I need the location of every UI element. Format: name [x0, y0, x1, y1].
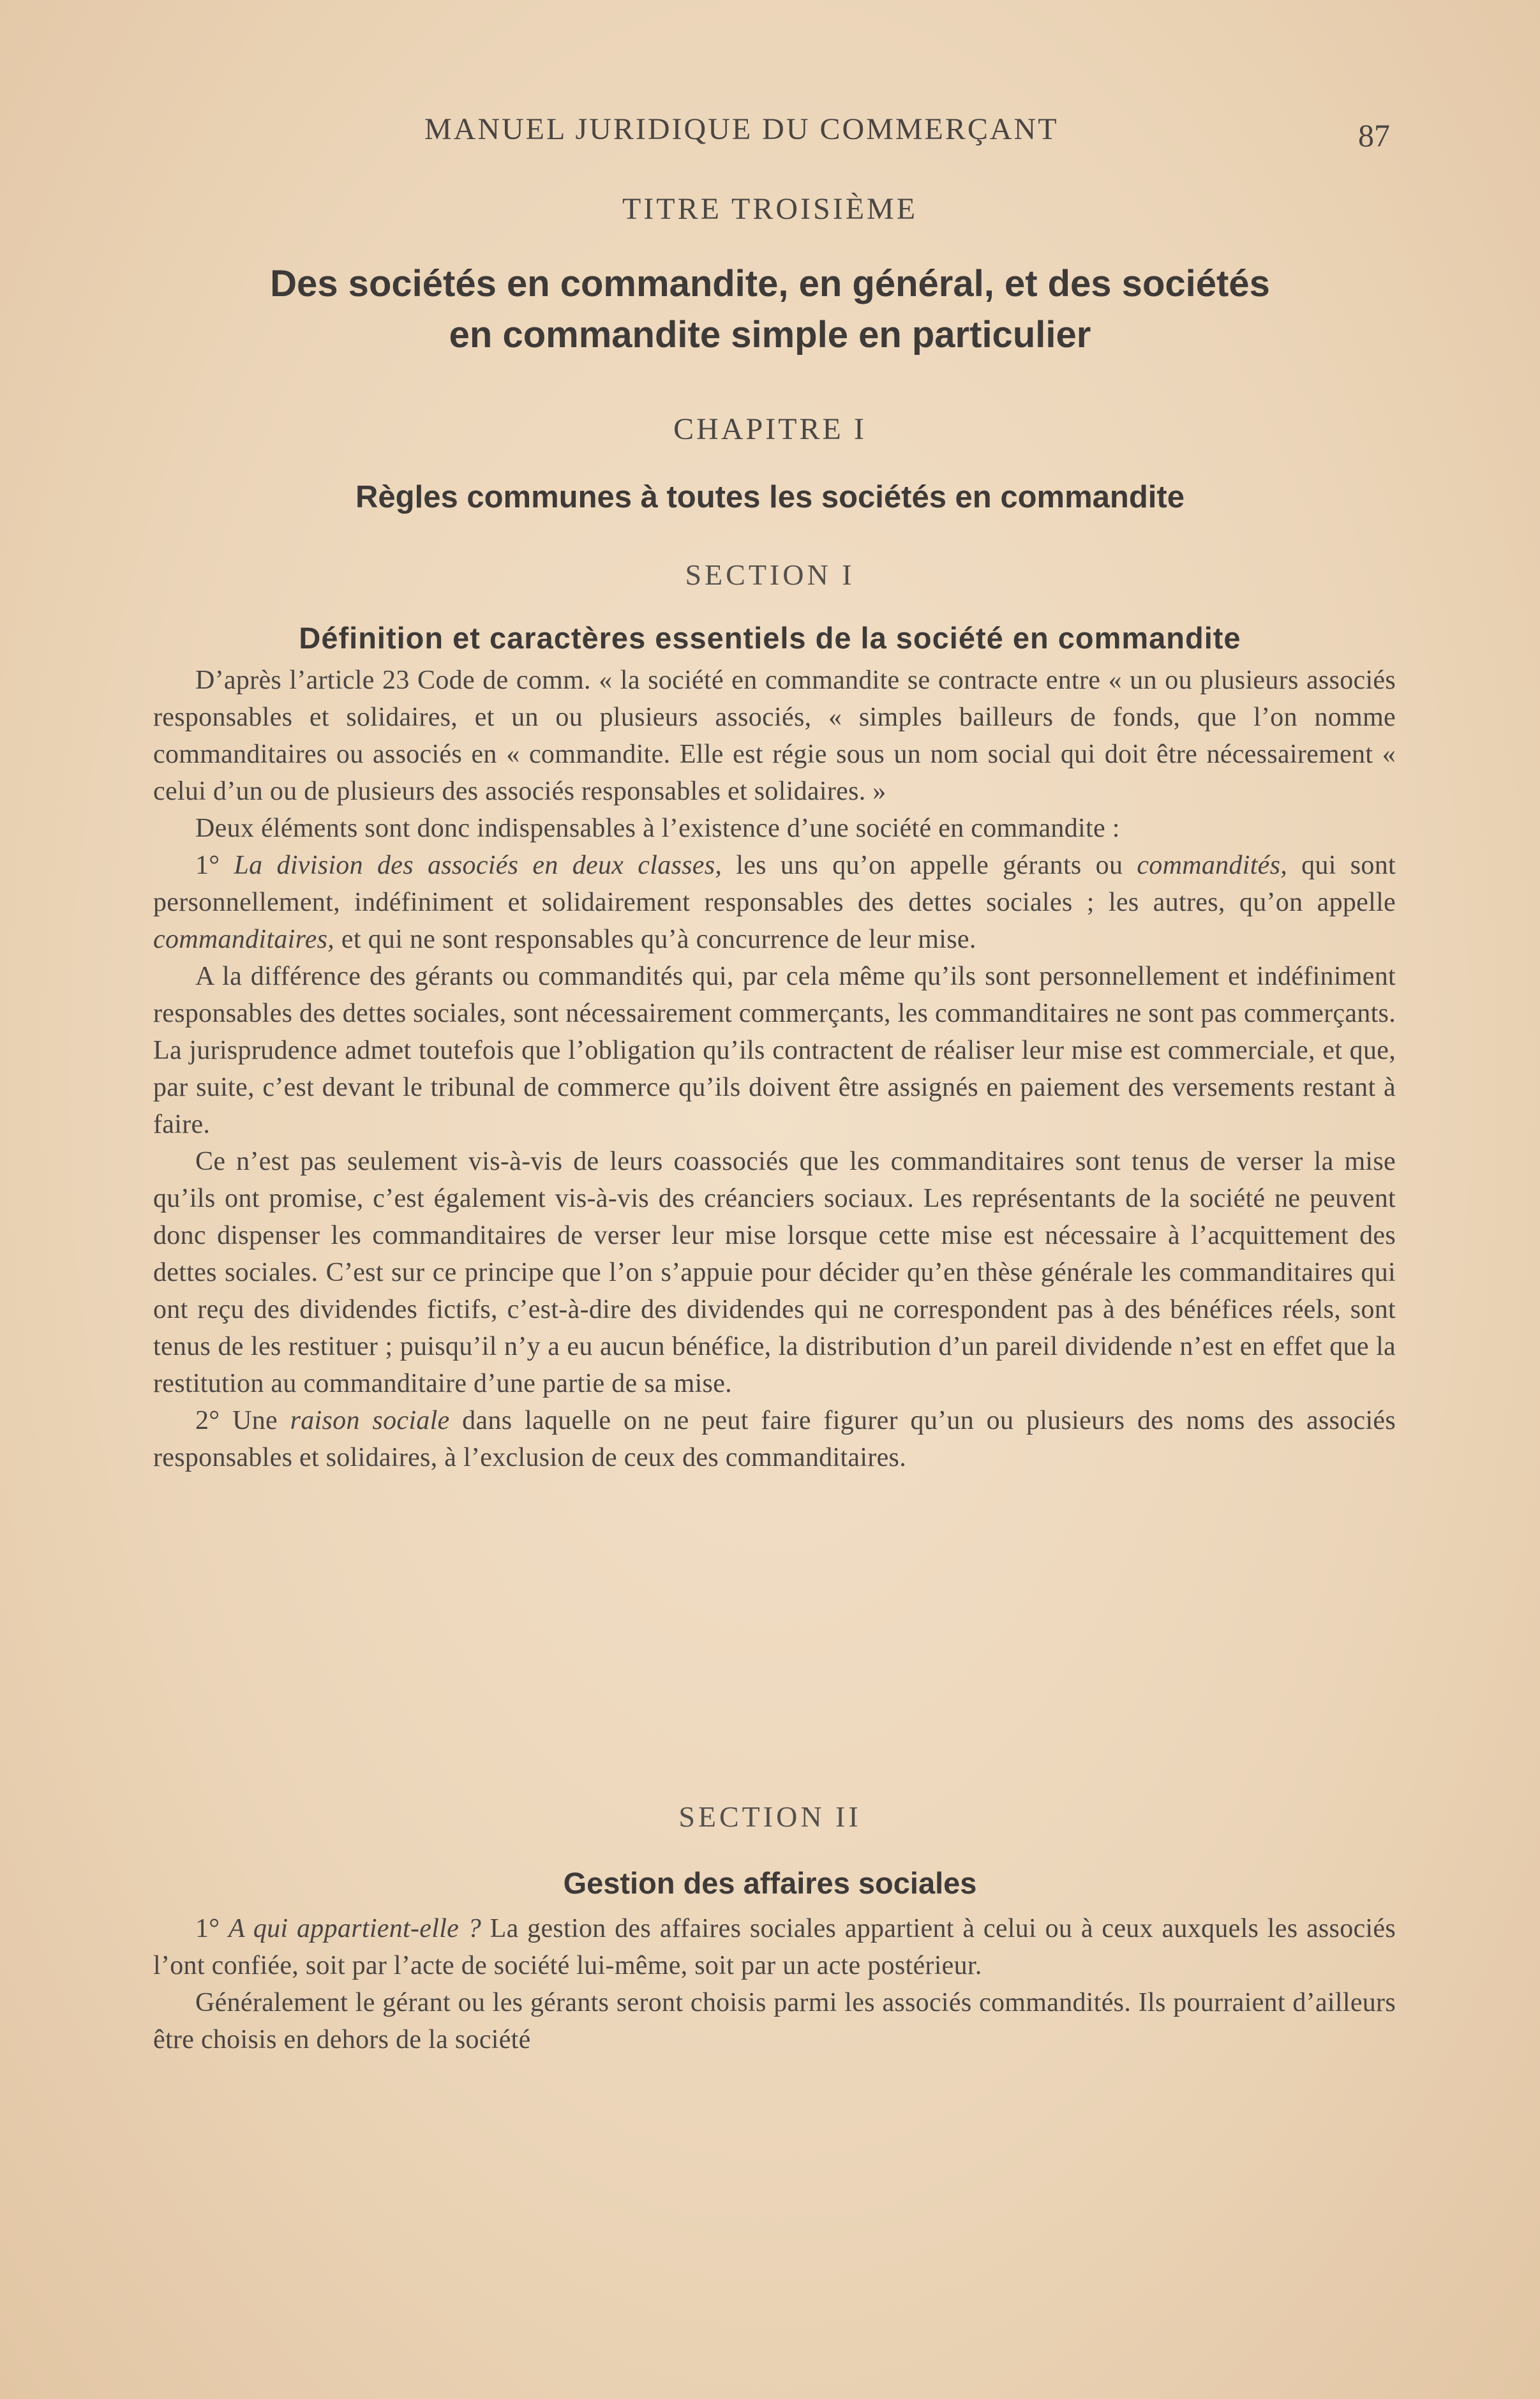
- paragraph: Deux éléments sont donc indispensables à l’existence d’une société en commandite :: [195, 814, 1120, 843]
- item-number: 2° Une: [195, 1406, 290, 1435]
- section-2-body: [153, 1910, 1396, 2058]
- running-title: MANUEL JURIDIQUE DU COMMERÇANT: [424, 112, 1059, 146]
- paragraph: [153, 1910, 1396, 1984]
- item-number: 1°: [195, 1914, 229, 1943]
- section-2-title: Gestion des affaires sociales: [563, 1866, 977, 1900]
- paragraph-text: les uns qu’on appelle gérants ou: [722, 851, 1137, 880]
- paragraph: [153, 847, 1396, 958]
- main-title: [0, 258, 1540, 361]
- paragraph-text: La gestion des affaires sociales appartient à celui ou à ceux auxquels les associés l’ont confiée, soit par l’acte de société lui-même, soit par un acte postérieur.: [153, 1914, 1396, 1980]
- section-1-body: [153, 662, 1396, 1476]
- section-2-heading: SECTION II: [678, 1800, 862, 1833]
- main-title-line-1: Des sociétés en commandite, en général, et des sociétés: [270, 263, 1270, 304]
- italic-term: commandités,: [1137, 851, 1288, 880]
- chapitre-heading: CHAPITRE I: [673, 412, 867, 446]
- paragraph: Généralement le gérant ou les gérants seront choisis parmi les associés commandités. Ils pourraient d’ailleurs être choisis en dehors de la société: [153, 1988, 1396, 2054]
- paragraph-text: et qui ne sont responsables qu’à concurrence de leur mise.: [334, 925, 976, 954]
- italic-term: commanditaires,: [153, 925, 335, 954]
- paragraph-text: dans laquelle on ne peut faire figurer qu’un ou plusieurs des noms des associés responsables et solidaires, à l’exclusion de ceux des commanditaires.: [153, 1406, 1396, 1472]
- titre-heading: TITRE TROISIÈME: [622, 192, 918, 226]
- item-number: 1°: [195, 851, 234, 880]
- main-title-line-2: en commandite simple en particulier: [449, 314, 1091, 355]
- paragraph: Ce n’est pas seulement vis-à-vis de leurs coassociés que les commanditaires sont tenus de verser la mise qu’ils ont promise, c’est également vis-à-vis des créanciers sociaux. Les représentants de la société ne peuvent donc dispenser les commanditaires de verser leur mise lorsque cette mise est nécessaire à l’acquittement des dettes sociales. C’est sur ce principe que l’on s’appuie pour décider qu’en thèse générale les commanditaires qui ont reçu des dividendes fictifs, c’est-à-dire des dividendes qui ne correspondent pas à des bénéfices réels, sont tenus de les restituer ; puisqu’il n’y a eu aucun bénéfice, la distribution d’un pareil dividende n’est en effet que la restitution au commanditaire d’une partie de sa mise.: [153, 1147, 1396, 1398]
- paragraph: A la différence des gérants ou commandités qui, par cela même qu’ils sont personnellement et indéfiniment responsables des dettes sociales, sont nécessairement commerçants, les commanditaires ne sont pas commerçants. La jurisprudence admet toutefois que l’obligation qu’ils contractent de réaliser leur mise est commerciale, et que, par suite, c’est devant le tribunal de commerce qu’ils doivent être assignés en paiement des versements restant à faire.: [153, 962, 1396, 1139]
- chapitre-title: Règles communes à toutes les sociétés en commandite: [355, 480, 1185, 514]
- italic-term: raison sociale: [290, 1406, 450, 1435]
- running-head: [0, 112, 1540, 156]
- italic-term: La division des associés en deux classes,: [234, 851, 722, 880]
- section-1-title: Définition et caractères essentiels de la société en commandite: [299, 621, 1241, 655]
- section-1-heading: SECTION I: [685, 558, 855, 591]
- page-number: 87: [1358, 117, 1390, 153]
- paragraph-text: qui sont personnellement, indéfiniment et solidairement responsables des dettes sociales ; les autres, qu’on appelle: [153, 851, 1396, 917]
- paragraph: D’après l’article 23 Code de comm. « la société en commandite se contracte entre « un ou plusieurs associés responsables et solidaires, et un ou plusieurs associés, « simples bailleurs de fonds, que l’on nomme commanditaires ou associés en « commandite. Elle est régie sous un nom social qui doit être nécessairement « celui d’un ou de plusieurs des associés responsables et solidaires. »: [153, 666, 1396, 806]
- italic-term: A qui appartient-elle ?: [228, 1914, 482, 1943]
- paragraph: [153, 1402, 1396, 1476]
